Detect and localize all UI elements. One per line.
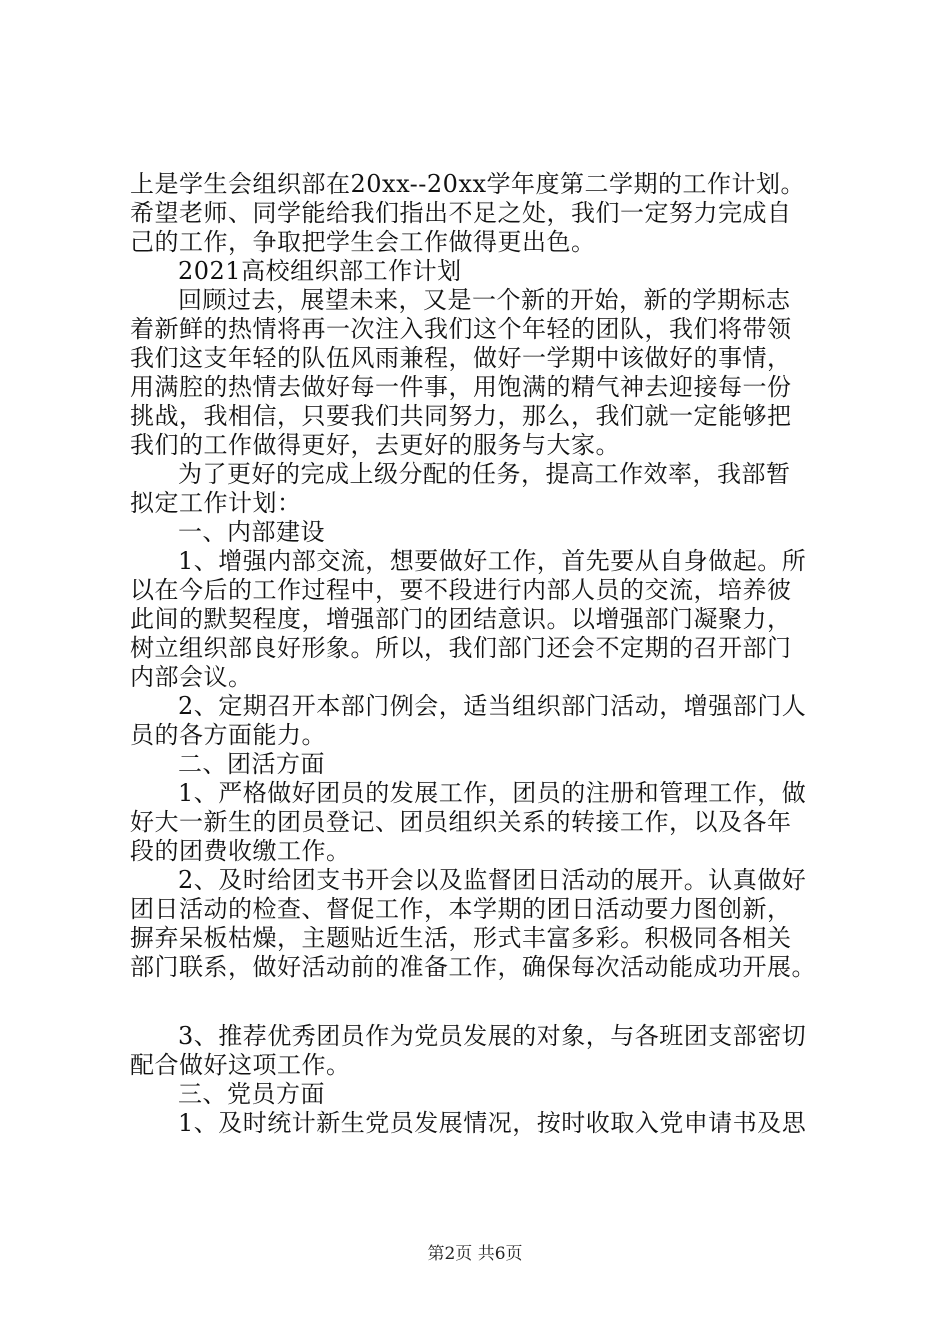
paragraph-first-line: 为了更好的完成上级分配的任务，提高工作效率，我部暂 [178, 460, 791, 488]
heading-league-activities: 二、团活方面 [178, 750, 325, 778]
text-line: 部门联系，做好活动前的准备工作，确保每次活动能成功开展。 [130, 953, 816, 981]
text-line: 挑战，我相信，只要我们共同努力，那么，我们就一定能够把 [130, 402, 792, 430]
text-line: 摒弃呆板枯燥，主题贴近生活，形式丰富多彩。积极同各相关 [130, 924, 792, 952]
paragraph-first-line: 回顾过去，展望未来，又是一个新的开始，新的学期标志 [178, 286, 791, 314]
text-line: 段的团费收缴工作。 [130, 837, 351, 865]
heading-party-members: 三、党员方面 [178, 1080, 325, 1108]
text-line: 拟定工作计划： [130, 489, 302, 517]
text-line: 希望老师、同学能给我们指出不足之处，我们一定努力完成自 [130, 199, 792, 227]
paragraph-first-line: 1、严格做好团员的发展工作，团员的注册和管理工作，做 [178, 779, 807, 807]
paragraph-first-line: 3、推荐优秀团员作为党员发展的对象，与各班团支部密切 [178, 1022, 807, 1050]
text-line: 上是学生会组织部在20xx--20xx学年度第二学期的工作计划。 [130, 170, 806, 198]
paragraph-first-line: 1、增强内部交流，想要做好工作，首先要从自身做起。所 [178, 547, 807, 575]
text-line: 此间的默契程度，增强部门的团结意识。以增强部门凝聚力， [130, 605, 792, 633]
text-line: 团日活动的检查、督促工作，本学期的团日活动要力图创新， [130, 895, 792, 923]
text-line: 好大一新生的团员登记、团员组织关系的转接工作，以及各年 [130, 808, 792, 836]
spacer [130, 1011, 850, 1022]
paragraph-first-line: 2、定期召开本部门例会，适当组织部门活动，增强部门人 [178, 692, 807, 720]
section-title: 2021高校组织部工作计划 [178, 257, 462, 285]
blank-line [130, 982, 850, 1011]
paragraph-first-line: 2、及时给团支书开会以及监督团日活动的展开。认真做好 [178, 866, 807, 894]
page-number-footer: 第2页 共6页 [427, 1244, 523, 1264]
document-body [130, 170, 850, 1138]
text-line: 内部会议。 [130, 663, 253, 691]
text-line: 用满腔的热情去做好每一件事，用饱满的精气神去迎接每一份 [130, 373, 792, 401]
text-line: 我们的工作做得更好，去更好的服务与大家。 [130, 431, 620, 459]
text-line: 树立组织部良好形象。所以，我们部门还会不定期的召开部门 [130, 634, 792, 662]
text-line: 配合做好这项工作。 [130, 1051, 351, 1079]
text-line: 员的各方面能力。 [130, 721, 326, 749]
text-line: 己的工作，争取把学生会工作做得更出色。 [130, 228, 596, 256]
heading-internal-construction: 一、内部建设 [178, 518, 325, 546]
text-line: 我们这支年轻的队伍风雨兼程，做好一学期中该做好的事情， [130, 344, 792, 372]
paragraph-first-line: 1、及时统计新生党员发展情况，按时收取入党申请书及思 [178, 1109, 807, 1137]
text-line: 着新鲜的热情将再一次注入我们这个年轻的团队，我们将带领 [130, 315, 792, 343]
text-line: 以在今后的工作过程中，要不段进行内部人员的交流，培养彼 [130, 576, 792, 604]
